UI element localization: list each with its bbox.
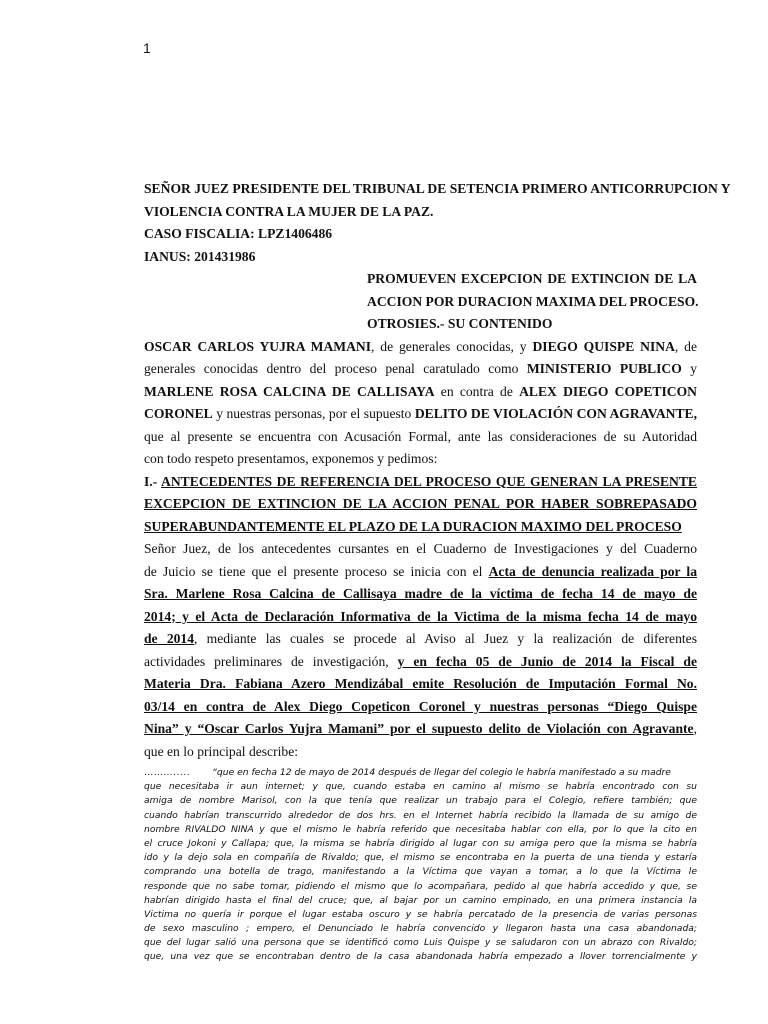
quote-line: el cruce Jokoni y Callapa; que, la misma se habría dirigido al lugar con su amiga pero que la misma se habría — [144, 837, 697, 849]
para-line-8: 03/14 en contra de Alex Diego Copeticon Coronel y nuestras personas “Diego Quispe — [144, 698, 697, 714]
petition-line-2: ACCION POR DURACION MAXIMA DEL PROCESO. — [367, 293, 699, 309]
party-name: ALEX DIEGO COPETICON — [519, 383, 697, 399]
para-line-7: Materia Dra. Fabiana Azero Mendizábal emite Resolución de Imputación Formal No. — [144, 676, 697, 691]
quote-line: ………..... “que en fecha 12 de mayo de 2014 después de llegar del colegio le habría manifestado a su madre — [144, 767, 671, 778]
section-number: I.- — [144, 473, 162, 489]
intro-line-3: MARLENE ROSA CALCINA DE CALLISAYA en contra de ALEX DIEGO COPETICON — [144, 383, 697, 399]
addressee-line-1: SEÑOR JUEZ PRESIDENTE DEL TRIBUNAL DE SETENCIA PRIMERO ANTICORRUPCION Y — [144, 181, 731, 196]
quote-line: comprando una botella de trago, manifestando a la Víctima que vayan a tomar, a lo que la Víctima le — [144, 866, 697, 878]
addressee-line-2: VIOLENCIA CONTRA LA MUJER DE LA PAZ. — [144, 203, 434, 219]
para-line-2: de Juicio se tiene que el presente proceso se inicia con el Acta de denuncia realizada por la — [144, 563, 697, 579]
case-number: CASO FISCALIA: LPZ1406486 — [144, 226, 333, 241]
para-line-5: de 2014, mediante las cuales se procede al Aviso al Juez y la realización de diferentes — [144, 631, 697, 646]
party-name: CORONEL — [144, 406, 213, 421]
quote-line: cuando habrían transcurrido alrededor de dos hrs. en el Internet habría recibido la llamada de su amigo de — [144, 809, 697, 821]
para-line-9: Nina” y “Oscar Carlos Yujra Mamani” por el supuesto delito de Violación con Agravante, — [144, 721, 697, 736]
reference-crime: Nina” y “Oscar Carlos Yujra Mamani” por el supuesto delito de Violación con Agravante — [144, 721, 694, 736]
quote-line: que, una vez que se encontraban dentro de la casa abandonada habría empezado a llover torrencialmente y — [144, 951, 697, 963]
quote-line: que del lugar salió una persona que se identificó como Luis Quispe y se saludaron con un abrazo con Rivaldo; — [144, 937, 697, 949]
quoted-excerpt — [144, 766, 697, 965]
para-line-10: que en lo principal describe: — [144, 743, 299, 759]
quote-line: ido y la dejo sola en compañía de Rivaldo; que, el mismo se encontraba en la puerta de una tienda y estaría — [144, 852, 697, 864]
petition-line-3: OTROSIES.- SU CONTENIDO — [367, 316, 553, 331]
quote-line: nombre RIVALDO NINA y que el mismo le habría referido que necesitaba hablar con ella, por lo que la cito en — [144, 823, 697, 835]
document-body — [144, 178, 731, 965]
para-line-1: Señor Juez, de los antecedentes cursantes en el Cuaderno de Investigaciones y del Cuaderno — [144, 541, 697, 556]
reference-act: Acta de denuncia realizada por la — [488, 563, 697, 579]
reference-resolution: y en fecha 05 de Junio de 2014 la Fiscal de — [397, 653, 697, 669]
quote-line: amiga de nombre Marisol, con la que tenía que realizar un trabajo para el Colegio, refiere también; que — [144, 795, 697, 807]
ianus-number: IANUS: 201431986 — [144, 248, 256, 264]
quote-line: Victima no quería ir porque el lugar estaba oscuro y se habría percatado de la presencia de varias personas — [144, 908, 697, 920]
quote-line: habrían dirigido hasta el final del cruce; que, al bajar por un camino empinado, en una primera instancia la — [144, 894, 697, 906]
party-name: MINISTERIO PUBLICO — [526, 361, 682, 376]
intro-line-6: con todo respeto presentamos, exponemos y pedimos: — [144, 451, 438, 466]
para-line-3: Sra. Marlene Rosa Calcina de Callisaya madre de la víctima de fecha 14 de mayo de — [144, 586, 697, 601]
para-line-4: 2014; y el Acta de Declaración Informativa de la Victima de la misma fecha 14 de mayo — [144, 608, 697, 624]
petition-line-1: PROMUEVEN EXCEPCION DE EXTINCION DE LA — [367, 271, 697, 286]
intro-line-2: generales conocidas dentro del proceso penal caratulado como MINISTERIO PUBLICO y — [144, 361, 698, 376]
quote-line: que necesitaba ir aun internet; y que, cuando estaba en camino al mismo se habría encontrado con su — [144, 781, 697, 793]
party-name: MARLENE ROSA CALCINA DE CALLISAYA — [144, 383, 435, 399]
section-heading-line-1: I.- ANTECEDENTES DE REFERENCIA DEL PROCESO QUE GENERAN LA PRESENTE — [144, 473, 697, 489]
party-name: DIEGO QUISPE NINA — [532, 338, 675, 354]
section-heading-line-3: SUPERABUNDANTEMENTE EL PLAZO DE LA DURACION MAXIMO DEL PROCESO — [144, 518, 682, 534]
para-line-6: actividades preliminares de investigación, y en fecha 05 de Junio de 2014 la Fiscal de — [144, 653, 697, 669]
quote-line: responde que no sabe tomar, pidiendo el mismo que lo acompañara, pedido al que habría accedido y que, se — [144, 880, 697, 892]
quote-line: de sexo masculino ; empero, el Denunciado le habría convencido y llegaron hasta una casa abandonada; — [144, 923, 697, 935]
intro-line-1: OSCAR CARLOS YUJRA MAMANI, de generales conocidas, y DIEGO QUISPE NINA, de — [144, 338, 697, 354]
section-heading-line-2: EXCEPCION DE EXTINCION DE LA ACCION PENAL POR HABER SOBREPASADO — [144, 496, 697, 511]
intro-line-5: que al presente se encuentra con Acusación Formal, ante las consideraciones de su Autoridad — [144, 428, 697, 444]
crime-name: DELITO DE VIOLACIÓN CON AGRAVANTE, — [414, 406, 697, 421]
party-name: OSCAR CARLOS YUJRA MAMANI — [144, 338, 372, 354]
quote-dots: ………..... — [144, 767, 191, 778]
intro-line-4: CORONEL y nuestras personas, por el supuesto DELITO DE VIOLACIÓN CON AGRAVANTE, — [144, 406, 697, 421]
reference-date: de 2014 — [144, 631, 195, 646]
page-number: 1 — [143, 40, 151, 56]
